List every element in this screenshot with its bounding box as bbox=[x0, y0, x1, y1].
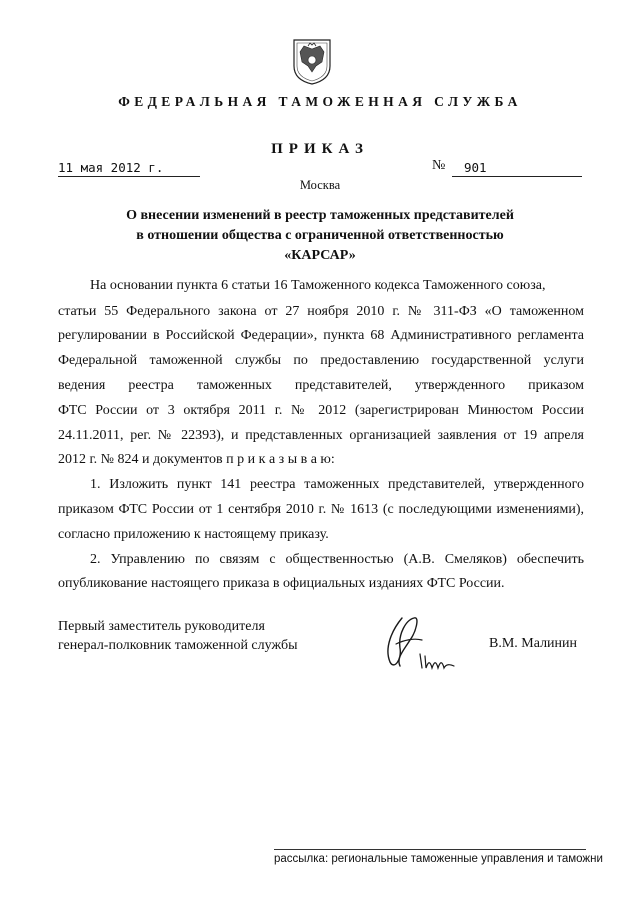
position-line: генерал-полковник таможенной службы bbox=[58, 638, 298, 653]
item-1-line: согласно приложению к настоящему приказу. bbox=[58, 527, 329, 542]
order-subject bbox=[100, 206, 540, 266]
item-2-line: 2. Управлению по связям с общественностью (А.В. Смеляков) обеспечить bbox=[90, 552, 584, 567]
document-type-title: ПРИКАЗ bbox=[271, 141, 369, 157]
issue-city: Москва bbox=[299, 178, 341, 192]
agency-name: ФЕДЕРАЛЬНАЯ ТАМОЖЕННАЯ СЛУЖБА bbox=[118, 94, 522, 109]
order-number-field bbox=[452, 160, 582, 177]
item-1-line: 1. Изложить пункт 141 реестра таможенных представителей, утвержденного bbox=[90, 477, 584, 492]
preamble-line: Федеральной таможенной службы по предоставлению государственной услуги bbox=[58, 353, 584, 368]
signatory-position bbox=[58, 617, 297, 655]
preamble-line: статьи 55 Федерального закона от 27 ноября 2010 г. № 311-ФЗ «О таможенном bbox=[58, 304, 584, 319]
item-2-line: опубликование настоящего приказа в официальных изданиях ФТС России. bbox=[58, 576, 505, 591]
distribution-divider bbox=[274, 849, 586, 850]
handwritten-signature bbox=[370, 610, 480, 680]
preamble-line: ФТС России от 3 октября 2011 г. № 2012 (зарегистрирован Минюстом России bbox=[58, 403, 584, 418]
order-date: 11 мая 2012 г. bbox=[58, 160, 200, 177]
distribution-list: рассылка: региональные таможенные управления и таможни bbox=[274, 853, 603, 865]
preamble-line: регулировании в Российской Федерации», пункта 68 Административного регламента bbox=[58, 328, 584, 343]
subject-line: в отношении общества с ограниченной ответственностью bbox=[136, 228, 504, 243]
preamble-line: 24.11.2011, рег. № 22393), и представленных организацией заявления от 19 апреля bbox=[58, 428, 584, 443]
coat-of-arms-emblem bbox=[288, 36, 336, 86]
subject-line: О внесении изменений в реестр таможенных представителей bbox=[126, 208, 514, 223]
preamble-line: 2012 г. № 824 и документов п р и к а з ы в а ю: bbox=[58, 452, 335, 467]
subject-line: «КАРСАР» bbox=[284, 248, 356, 263]
number-sign: № bbox=[432, 158, 446, 173]
position-line: Первый заместитель руководителя bbox=[58, 619, 265, 634]
preamble-line: ведения реестра таможенных представителей, утвержденного приказом bbox=[58, 378, 584, 393]
order-number: 901 bbox=[464, 160, 487, 175]
preamble-line: На основании пункта 6 статьи 16 Таможенного кодекса Таможенного союза, bbox=[90, 278, 546, 293]
signatory-name: В.М. Малинин bbox=[489, 636, 578, 651]
item-1-line: приказом ФТС России от 1 сентября 2010 г. № 1613 (с последующими изменениями), bbox=[58, 502, 584, 517]
